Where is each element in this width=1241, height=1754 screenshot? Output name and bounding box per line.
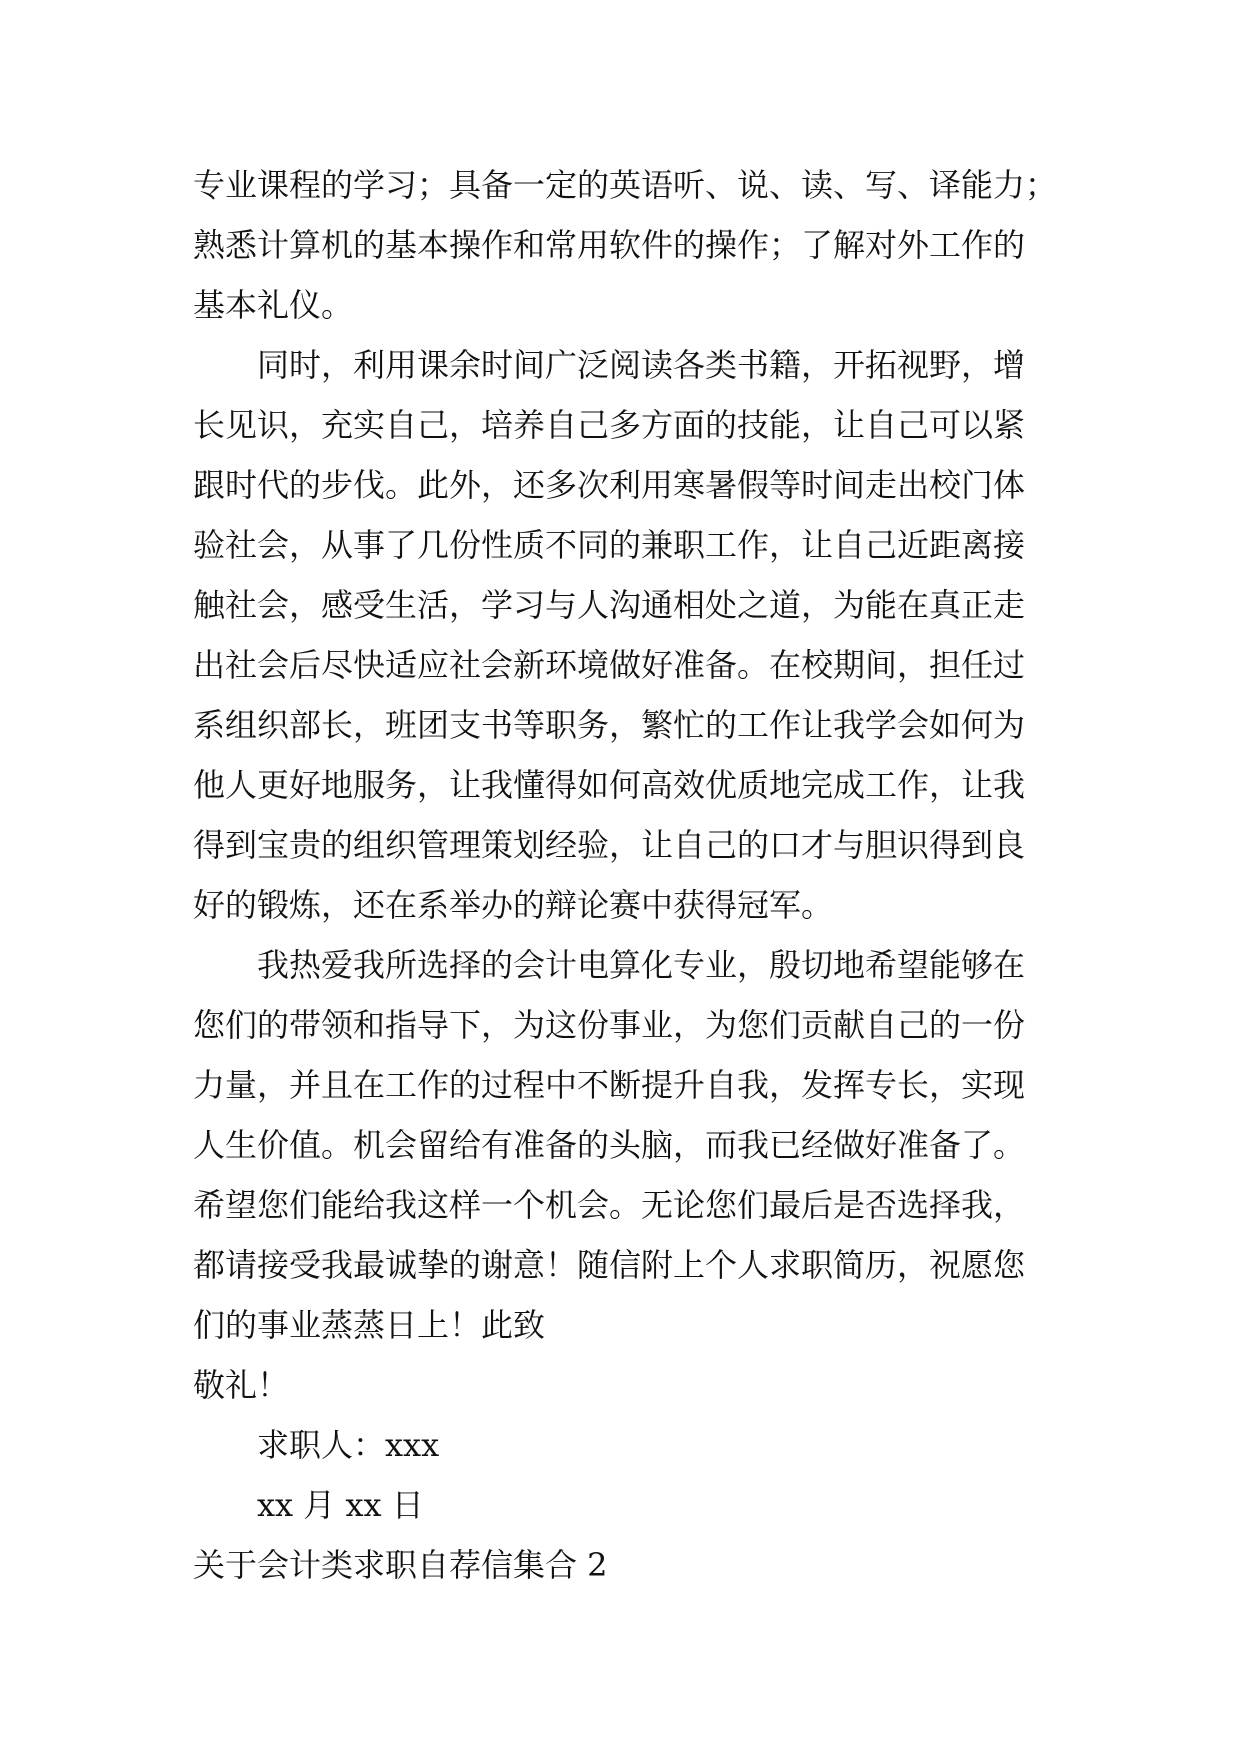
body-text-line: 验社会，从事了几份性质不同的兼职工作，让自己近距离接 <box>193 526 1026 564</box>
body-text-line: 熟悉计算机的基本操作和常用软件的操作；了解对外工作的 <box>193 226 1026 264</box>
body-text-line: 您们的带领和指导下，为这份事业，为您们贡献自己的一份 <box>193 1006 1026 1044</box>
signature-date: xx 月 xx 日 <box>257 1486 424 1524</box>
body-text-line: 人生价值。机会留给有准备的头脑，而我已经做好准备了。 <box>193 1126 1026 1164</box>
section-title: 关于会计类求职自荐信集合 2 <box>193 1546 608 1584</box>
body-text-line: 得到宝贵的组织管理策划经验，让自己的口才与胆识得到良 <box>193 826 1026 864</box>
body-text-line: 触社会，感受生活，学习与人沟通相处之道，为能在真正走 <box>193 586 1026 624</box>
paragraph-first-line: 同时，利用课余时间广泛阅读各类书籍，开拓视野，增 <box>257 346 1026 384</box>
body-text-line: 长见识，充实自己，培养自己多方面的技能，让自己可以紧 <box>193 406 1026 444</box>
body-text-line: 希望您们能给我这样一个机会。无论您们最后是否选择我， <box>193 1186 1026 1224</box>
body-text-line: 专业课程的学习；具备一定的英语听、说、读、写、译能力； <box>193 166 1058 204</box>
body-text-line: 们的事业蒸蒸日上！此致 <box>193 1306 546 1344</box>
body-text-line: 系组织部长，班团支书等职务，繁忙的工作让我学会如何为 <box>193 706 1026 744</box>
body-text-line: 都请接受我最诚挚的谢意！随信附上个人求职简历，祝愿您 <box>193 1246 1026 1284</box>
body-text-line: 跟时代的步伐。此外，还多次利用寒暑假等时间走出校门体 <box>193 466 1026 504</box>
signature-applicant: 求职人：xxx <box>257 1426 440 1464</box>
salutation: 敬礼！ <box>193 1366 290 1404</box>
body-text-line: 好的锻炼，还在系举办的辩论赛中获得冠军。 <box>193 886 834 924</box>
body-text-line: 力量，并且在工作的过程中不断提升自我，发挥专长，实现 <box>193 1066 1026 1104</box>
body-text-line: 出社会后尽快适应社会新环境做好准备。在校期间，担任过 <box>193 646 1026 684</box>
body-text-line: 基本礼仪。 <box>193 286 354 324</box>
paragraph-first-line: 我热爱我所选择的会计电算化专业，殷切地希望能够在 <box>257 946 1026 984</box>
body-text-line: 他人更好地服务，让我懂得如何高效优质地完成工作，让我 <box>193 766 1026 804</box>
